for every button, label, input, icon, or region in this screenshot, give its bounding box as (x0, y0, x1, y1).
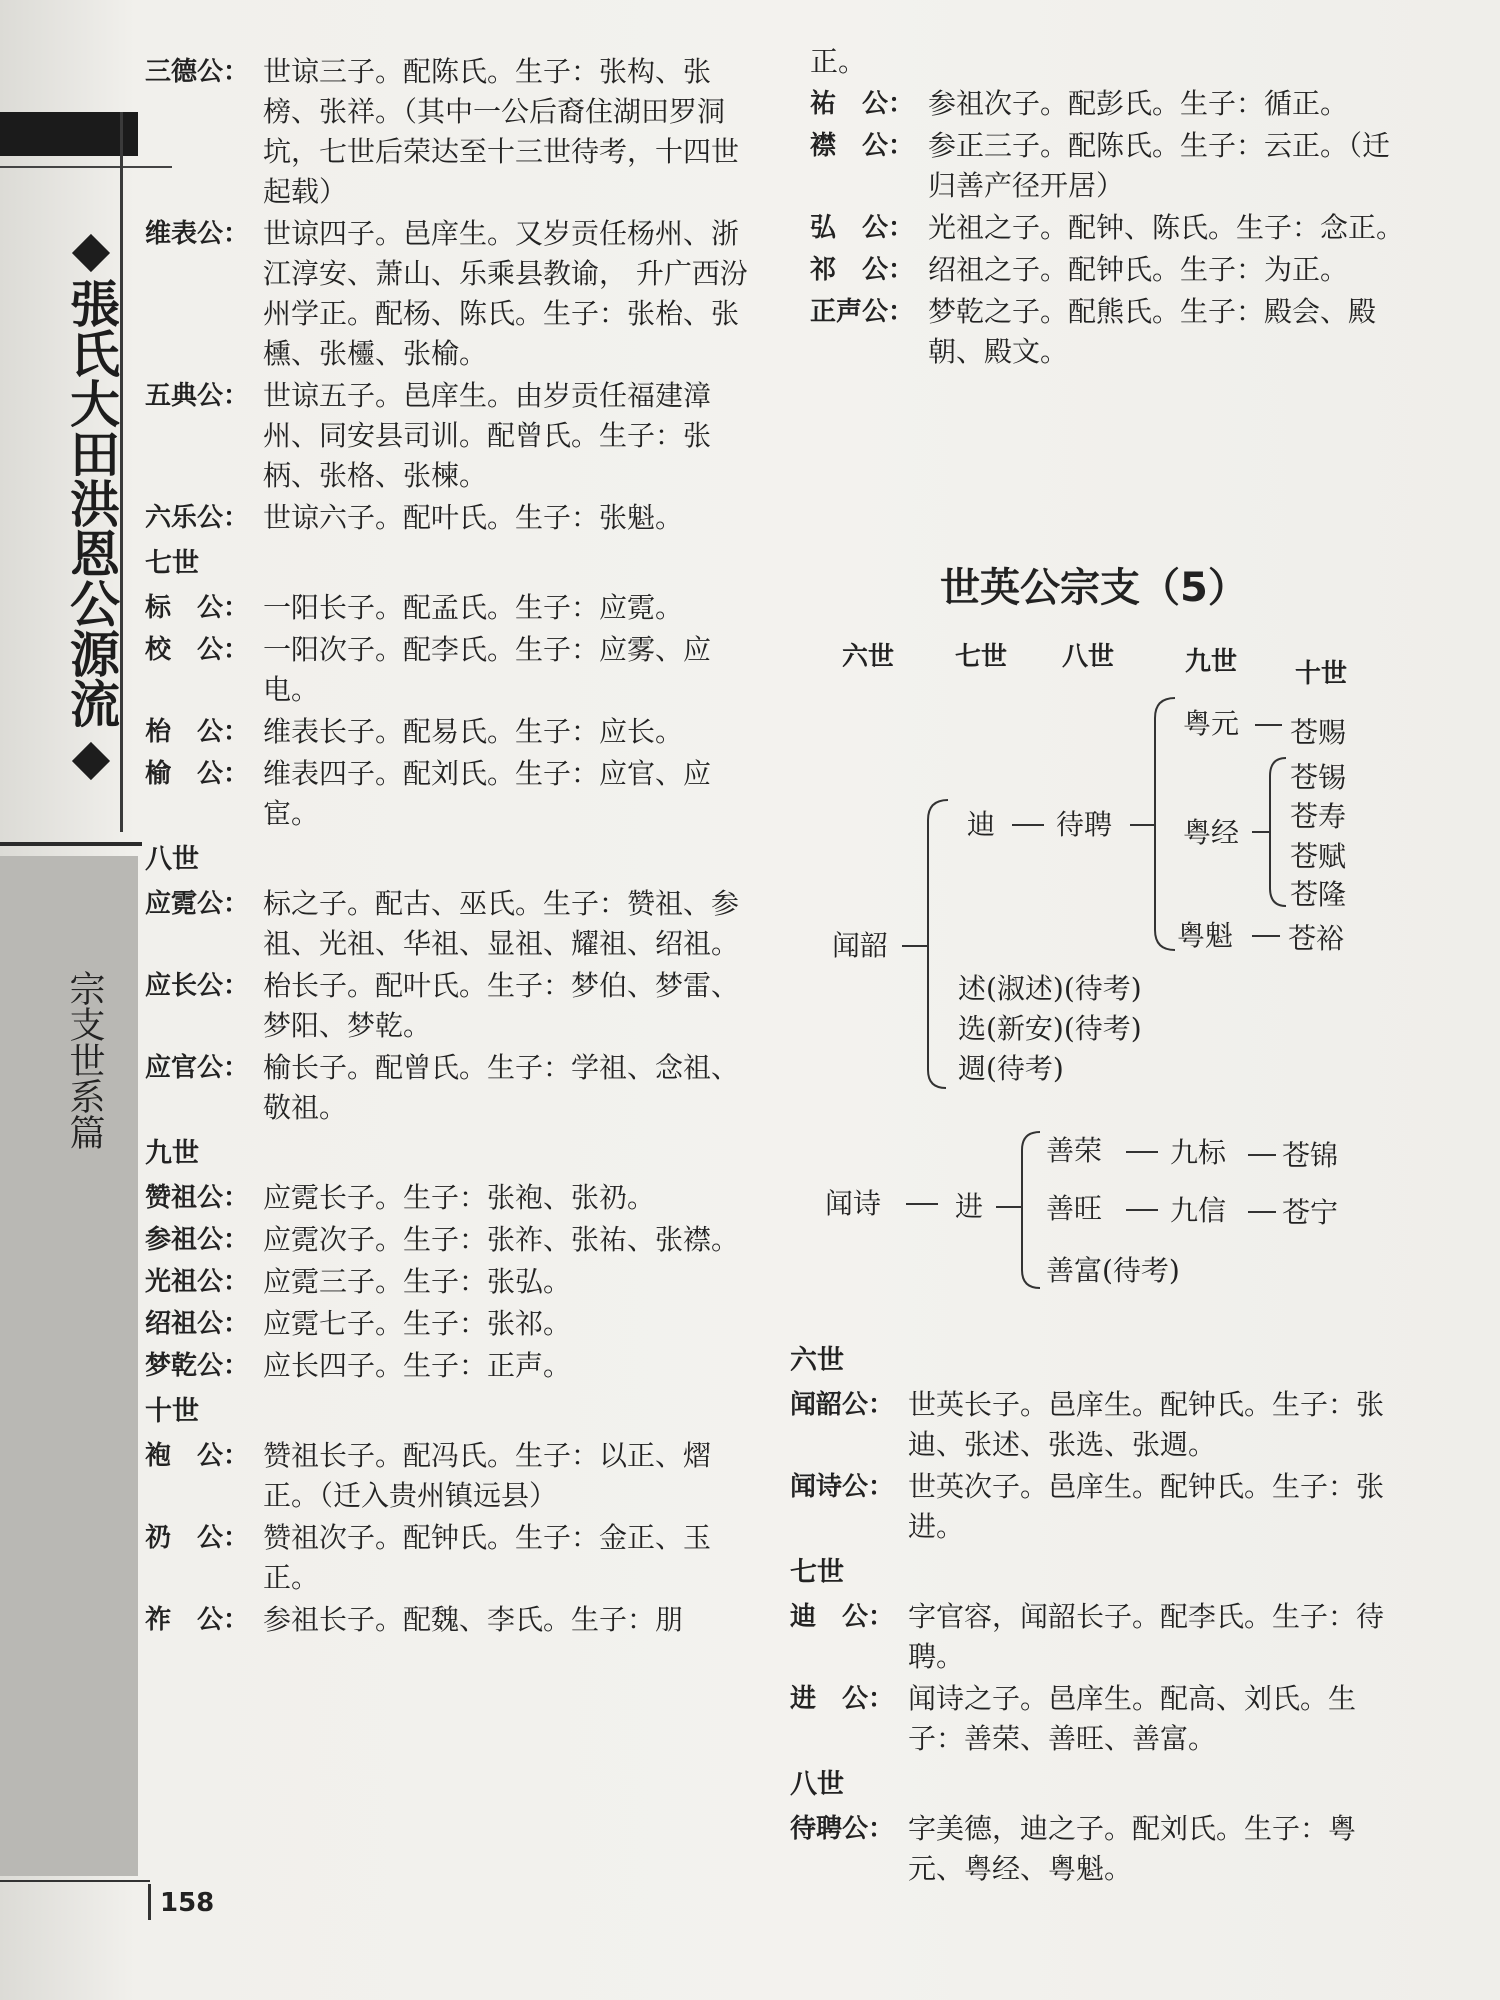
entry-text: 应霓次子。生子：张祚、张祐、张襟。 (263, 1223, 740, 1256)
entry-name: 祁 公： (810, 255, 915, 285)
generation-heading: 八世 (145, 844, 199, 875)
entry-text: 赞祖次子。配钟氏。生子：金正、玉正。 (263, 1521, 712, 1594)
header-gen-7: 七世 (955, 642, 1008, 672)
node-yueyuan: 粤元 (1183, 707, 1240, 740)
entry-text: 应霓七子。生子：张祁。 (263, 1307, 572, 1340)
entry-name: 迪 公： (790, 1602, 895, 1632)
entry-text: 标之子。配古、巫氏。生子：赞祖、参祖、光祖、华祖、显祖、耀祖、绍祖。 (263, 887, 740, 960)
entry-text: 世英长子。邑庠生。配钟氏。生子：张迪、张述、张选、张週。 (908, 1388, 1385, 1461)
entry-name: 襟 公： (810, 131, 915, 161)
entry-name: 祐 公： (810, 89, 915, 119)
entry-text: 应长四子。生子：正声。 (263, 1349, 572, 1382)
generation-heading: 六世 (790, 1345, 844, 1376)
entry-text: 绍祖之子。配钟氏。生子：为正。 (928, 253, 1349, 286)
entry-name: 礽 公： (145, 1523, 250, 1553)
node-cangyu: 苍裕 (1288, 922, 1345, 955)
node-cangfu: 苍赋 (1290, 840, 1347, 873)
genealogy-entry (790, 1809, 1410, 1889)
bracket-daipin (1155, 698, 1175, 950)
generation-heading: 七世 (145, 548, 199, 579)
node-yuejing: 粤经 (1183, 816, 1240, 849)
entry-text: 参正三子。配陈氏。生子：云正。（迁归善产径开居） (928, 129, 1391, 202)
node-wenshi: 闻诗 (825, 1187, 882, 1220)
bracket-yuejing (1270, 758, 1286, 906)
entry-text: 应霓长子。生子：张袍、张礽。 (263, 1181, 656, 1214)
node-cangci: 苍赐 (1290, 716, 1347, 749)
entry-text: 赞祖长子。配冯氏。生子：以正、熠正。（迁入贵州镇远县） (263, 1439, 712, 1512)
node-canglong: 苍隆 (1290, 878, 1347, 911)
entry-name: 正声公： (810, 297, 915, 327)
entry-text: 字美德，迪之子。配刘氏。生子：粤元、粤经、粤魁。 (908, 1812, 1357, 1885)
node-wenshao: 闻韶 (832, 929, 889, 962)
entry-text: 一阳长子。配孟氏。生子：应霓。 (263, 591, 684, 624)
section-title: 宗支世系篇 (64, 970, 105, 1150)
entry-name: 待聘公： (790, 1814, 895, 1844)
header-gen-6: 六世 (842, 642, 895, 672)
entry-name: 赞祖公： (145, 1183, 250, 1213)
entry-text: 应霓三子。生子：张弘。 (263, 1265, 572, 1298)
node-jin: 进 (955, 1190, 984, 1223)
right-column-bottom (790, 1335, 1410, 1891)
header-gen-8: 八世 (1062, 642, 1115, 672)
entry-text: 维表长子。配易氏。生子：应长。 (263, 715, 684, 748)
node-shanfu: 善富(待考) (1046, 1254, 1180, 1287)
entry-name: 应长公： (145, 971, 250, 1001)
entry-text: 榆长子。配曾氏。生子：学祖、念祖、敬祖。 (263, 1051, 740, 1124)
bracket-wenshao (928, 800, 948, 1088)
generation-heading: 九世 (145, 1138, 199, 1169)
node-daipin: 待聘 (1056, 808, 1113, 841)
node-yuekui: 粤魁 (1177, 919, 1234, 952)
entry-name: 五典公： (145, 381, 250, 411)
entry-text: 世英次子。邑庠生。配钟氏。生子：张进。 (908, 1470, 1385, 1543)
genealogy-entry (790, 1467, 1410, 1547)
entry-name: 弘 公： (810, 213, 915, 243)
node-cangjin: 苍锦 (1282, 1139, 1339, 1172)
node-xuan: 选(新安)(待考) (958, 1012, 1142, 1045)
node-shu: 述(淑述)(待考) (958, 972, 1142, 1005)
generation-heading: 七世 (790, 1557, 844, 1588)
entry-name: 维表公： (145, 219, 250, 249)
entry-name: 六乐公： (145, 503, 250, 533)
node-shanrong: 善荣 (1046, 1134, 1103, 1167)
entry-name: 光祖公： (145, 1267, 250, 1297)
entry-name: 校 公： (145, 635, 250, 665)
entry-name: 三德公： (145, 57, 250, 87)
entry-text: 参祖长子。配魏、李氏。生子：朋 (263, 1603, 684, 1636)
node-cangshou: 苍寿 (1290, 800, 1347, 833)
entry-text: 一阳次子。配李氏。生子：应雾、应电。 (263, 633, 712, 706)
entry-name: 榆 公： (145, 759, 250, 789)
header-gen-9: 九世 (1185, 647, 1238, 677)
entry-name: 应霓公： (145, 889, 250, 919)
entry-name: 进 公： (790, 1684, 895, 1714)
entry-name: 绍祖公： (145, 1309, 250, 1339)
diagram-title: 世英公宗支（5） (940, 565, 1248, 611)
node-jiubiao: 九标 (1170, 1136, 1227, 1169)
entry-name: 祚 公： (145, 1605, 250, 1635)
entry-name: 袍 公： (145, 1441, 250, 1471)
entry-text: 参祖次子。配彭氏。生子：循正。 (928, 87, 1349, 120)
entry-text: 维表四子。配刘氏。生子：应官、应宦。 (263, 757, 712, 830)
page-number: 158 (160, 1888, 215, 1918)
entry-text: 世谅五子。邑庠生。由岁贡任福建漳州、同安县司训。配曾氏。生子：张柄、张格、张楝。 (263, 379, 712, 492)
genealogy-entry (790, 1597, 1410, 1677)
entry-name: 标 公： (145, 593, 250, 623)
generation-heading: 八世 (790, 1769, 844, 1800)
entry-text: 光祖之子。配钟、陈氏。生子：念正。 (928, 211, 1405, 244)
entry-text: 世谅三子。配陈氏。生子：张构、张榜、张祥。（其中一公后裔住湖田罗洞坑，七世后荣达至十三世待考，十四世起载） (263, 55, 740, 208)
node-jiuxin: 九信 (1170, 1194, 1227, 1227)
entry-text: 梦乾之子。配熊氏。生子：殿会、殿朝、殿文。 (928, 295, 1377, 368)
entry-text: 枱长子。配叶氏。生子：梦伯、梦雷、梦阳、梦乾。 (263, 969, 740, 1042)
node-di: 迪 (967, 808, 996, 841)
entry-name: 梦乾公： (145, 1351, 250, 1381)
node-shanwang: 善旺 (1046, 1192, 1103, 1225)
entry-text: 世谅六子。配叶氏。生子：张魁。 (263, 501, 684, 534)
entry-text: 世谅四子。邑庠生。又岁贡任杨州、浙江淳安、萧山、乐乘县教谕， 升广西汾州学正。配杨、陈氏。生子：张枱、张櫄、张欞、张榆。 (263, 217, 748, 370)
node-cangxi: 苍锡 (1290, 761, 1347, 794)
book-title: ◆張氏大田洪恩公源流◆ (62, 220, 120, 786)
genealogy-entry (790, 1679, 1410, 1759)
entry-name: 参祖公： (145, 1225, 250, 1255)
entry-name: 闻诗公： (790, 1472, 895, 1502)
entry-name: 枱 公： (145, 717, 250, 747)
genealogy-entry (790, 1385, 1410, 1465)
entry-name: 闻韶公： (790, 1390, 895, 1420)
node-cangning: 苍宁 (1282, 1196, 1339, 1229)
entry-text: 闻诗之子。邑庠生。配高、刘氏。生子：善荣、善旺、善富。 (908, 1682, 1357, 1755)
entry-text: 字官容，闻韶长子。配李氏。生子：待聘。 (908, 1600, 1385, 1673)
node-tong: 週(待考) (958, 1052, 1064, 1085)
entry-name: 应官公： (145, 1053, 250, 1083)
bracket-jin (1022, 1132, 1040, 1288)
generation-heading: 十世 (145, 1396, 199, 1427)
header-gen-10: 十世 (1295, 659, 1348, 689)
entry-text: 正。 (810, 45, 867, 78)
